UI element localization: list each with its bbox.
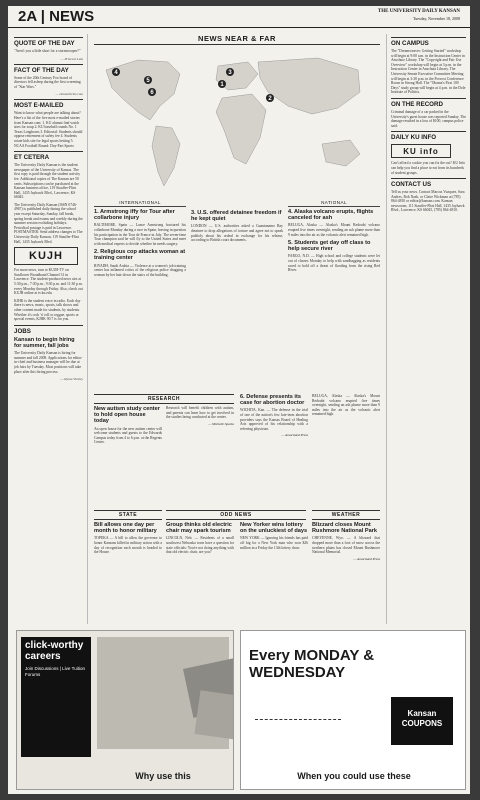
etcetera-text: The University Daily Kansan is the student newspaper of the University of Kansas. The first copy is paid through the student activity fee. Additional copies of The Kansan are 50 cents. Subscriptions can be purchased at the Kansan business office, 119 Stauffer-Flint Hall, 1435 Jayhawk Blvd., Lawrence, KS 66045. — [14, 163, 81, 200]
weather-story — [312, 522, 380, 622]
national-column — [288, 200, 380, 388]
story-10-body: LINCOLN, Neb. — Residents of a small southwest Nebraska town have a question for state officials: You're not doing anything with that old electric chair, are you? — [166, 536, 234, 555]
story-7-headline: New autism study center to hold open house today — [94, 406, 160, 425]
world-map — [98, 48, 376, 196]
filler-story — [312, 394, 380, 504]
lottery-story — [240, 522, 308, 622]
when-you-could-use-these: When you could use these — [297, 771, 411, 781]
jobs-source: — Alyssa Vinsley — [59, 377, 83, 382]
story-12-headline: Blizzard closes Mount Rushmore National Park — [312, 522, 377, 535]
main-content — [94, 34, 380, 624]
etcetera-text-2: The University Daily Kansan (ISSN 0746-4967) is published daily during the school year except Saturday, Sunday, fall break, spring break and exams and weekly during the summer session excluding holidays. Periodical postage is paid in Lawrence. POSTMASTER: Send address changes to The University Daily Kansan, 119 Stauffer-Flint Hall, 1435 Jayhawk Blvd. — [14, 202, 83, 244]
click-worthy-title: click-worthy careers — [25, 640, 84, 662]
contact-heading: CONTACT US — [391, 178, 466, 188]
state-heading: STATE — [94, 510, 162, 520]
abortion-story — [240, 394, 308, 504]
story-6-headline: 6. Defense presents its case for abortion doctor — [240, 394, 305, 407]
story-5-headline: 5. Students get day off class to help secure river — [288, 240, 371, 253]
click-worthy-subtitle: Join Discussions | Live Tuition Forums — [25, 666, 85, 677]
story-6-body: WICHITA, Kan. — The defense in the trial of one of the nation's few late-term abortion providers says the Kansas Board of Healing Arts approved of his relationship with a referring physician. — [240, 408, 308, 431]
story-6-source: — Associated Press — [281, 433, 308, 438]
ku-info-logo: KU info — [391, 144, 451, 158]
map-label-2: 2 — [268, 96, 272, 102]
kujh-note: For more news, turn to KUJH-TV on Sunflower Broadband Channel 31 in Lawrence. The student-produced news airs at 5:30 p.m., 7:30 p.m., 9:30 p.m. and 11:30 p.m. every Monday through Friday. Also, check out KUJH online at tv.ku.edu. — [14, 268, 83, 296]
on-campus-heading: ON CAMPUS — [391, 37, 466, 47]
story-4-headline: 4. Alaska volcano erupts, flights canceled for ash — [288, 209, 374, 222]
page-number: 2A | NEWS — [18, 8, 95, 25]
international-kicker: INTERNATIONAL — [94, 200, 186, 207]
click-worthy-panel — [21, 637, 91, 757]
map-label-4: 4 — [114, 70, 118, 76]
quote-source: — Princess Leia — [60, 56, 83, 61]
paper-name: THE UNIVERSITY DAILY KANSAN — [377, 9, 460, 14]
fact-source: — ezinearticles.com — [55, 92, 83, 97]
map-label-3: 3 — [228, 70, 232, 76]
odd-news-heading: ODD NEWS — [166, 510, 306, 520]
story-11-headline: New Yorker wins lottery on the unluckiest of days — [240, 522, 308, 535]
jobs-heading: JOBS — [14, 325, 83, 335]
story-12-source: — Associated Press — [353, 556, 380, 561]
etcetera-heading: ET CETERA — [14, 151, 83, 161]
money-photo — [97, 637, 229, 749]
paper-date: Tuesday, November 18, 2008 — [412, 16, 460, 21]
right-sidebar — [386, 34, 466, 624]
national-kicker: NATIONAL — [288, 200, 380, 207]
story-3-headline: 3. U.S. offered detainee freedom if he kept quiet — [191, 210, 282, 223]
contact-text: Tell us your news. Contact Marcus Vuzquez, Sara Andres, Rob Nash, or Claire Wickman at (785) 864-4810 or editor@kansan.com. Kansan newsroom, 111 Stauffer-Flint Hall, 1435 Jayhawk Blvd., Lawrence, KS 66045, (785) 864-4810. — [391, 190, 465, 213]
kansan-coupons-logo: Kansan COUPONS — [391, 697, 453, 745]
story-5-body: FARGO, N.D. — High school and college students were let out of classes Monday to help with sandbagging as residents raced to hold off a threat of flooding from the rising Red River. — [288, 254, 380, 273]
dollar-bill-shape-2 — [194, 690, 234, 747]
story-12-body: CHEYENNE, Wyo. — A blizzard that dropped more than a foot of snow across the northern plains has closed Mount Rushmore National Memorial. — [312, 536, 380, 555]
masthead — [8, 6, 470, 28]
story-9-headline: Bill allows one day per month to honor military — [94, 522, 157, 535]
why-use-this: Why use this — [135, 771, 191, 781]
kjhk-note: KJHK is the student voice in radio. Each day there is news, music, sports, talk shows and other content made for students, by students. Whether it's rock 'n' roll or reggae, sports or special events, KJHK 90.7 is for you. — [14, 298, 81, 322]
story-1-headline: 1. Armstrong iffy for Tour after collarbone injury — [94, 209, 175, 222]
most-emailed-heading: MOST E-MAILED — [14, 99, 83, 109]
fact-heading: FACT OF THE DAY — [14, 64, 83, 74]
map-label-6: 6 — [150, 90, 154, 96]
story-2-headline: 2. Religious cop attacks woman at training center — [94, 249, 186, 262]
story-6-body-cont: BELUGA, Alaska — Alaska's Mount Redoubt volcano erupted five times overnight, sending an ash plume more than 9 miles into the air as the volcanic alert remained high. — [312, 394, 380, 417]
story-4-body: BELUGA, Alaska — Alaska's Mount Redoubt volcano erupted five times overnight, sending an ash plume more than 9 miles into the air as the volcanic alert remained high. — [288, 223, 380, 237]
story-10-headline: Group thinks old electric chair may spark tourism — [166, 522, 232, 535]
odd-story — [166, 522, 234, 622]
coupon-cut-line — [255, 719, 341, 720]
weather-heading: WEATHER — [312, 510, 380, 520]
map-label-1: 1 — [220, 82, 224, 88]
coupons-ad[interactable] — [240, 630, 466, 790]
kujh-logo: KUJH — [14, 247, 78, 265]
every-monday-wednesday: Every MONDAY & WEDNESDAY — [249, 647, 375, 681]
story-7-body: An open house for the new autism center will welcome students and guests to the Edwards Campus today from 4 to 6 p.m. at the Regents Center. — [94, 426, 162, 445]
on-the-record-heading: ON THE RECORD — [391, 98, 466, 108]
section-title: NEWS NEAR & FAR — [94, 34, 380, 45]
story-8-body: Research will benefit children with autism, and parents can learn how to get involved in the studies being conducted at the center. — [166, 406, 234, 420]
story-11-body: NEW YORK — Ignoring his friends has paid off big for a New York man who won $26 million in a Friday the 13th lottery draw. — [240, 536, 308, 550]
research-heading: RESEARCH — [94, 394, 234, 404]
most-emailed-text: Want to know what people are talking about? Here's a list of the five most e-mailed stories from Kansan.com: 1. KU alumni find watch sites for soup 2. KU baseball rounds No. 1 Texas Longhorns 3. Editorial: Students should oppose retirement of safety fee 4. Students rotate kids site for legal sports betting 5. NCAA Football Round: Day-Part Sports — [14, 111, 83, 148]
daily-ku-info-text: Can't afford a cookie you can fix the cut? KU Info can help you find a place to eat from its hundreds of student groups. — [391, 161, 466, 175]
story-8-source: — Michelle Sparks — [208, 421, 234, 426]
daily-ku-info-heading: DAILY KU INFO — [391, 131, 466, 141]
quote-heading: QUOTE OF THE DAY — [14, 37, 83, 47]
research-story — [94, 406, 162, 506]
research-story-2 — [166, 406, 234, 506]
jobs-text: The University Daily Kansan is hiring for summer and fall 2009. Applications for editor-in-chief and business manager will be due at job fairs by Tuesday. Most positions will take place after this hiring process. — [14, 351, 83, 374]
jobs-headline: Kansan to begin hiring for summer, fall jobs — [14, 336, 75, 349]
story-3-body: LONDON — U.S. authorities asked a Guantanamo Bay detainee to drop allegations of torture and agree not to speak publicly about his ordeal in exchange for his release, according to British court documents. — [191, 224, 283, 243]
newspaper-page — [8, 6, 470, 794]
careers-ad[interactable] — [16, 630, 234, 790]
state-story — [94, 522, 162, 622]
international-column-2 — [191, 210, 283, 388]
international-column — [94, 200, 186, 388]
on-campus-text: The "Dreamweaver: Getting Started" workshop will begin at 9:00 a.m. in the Instruction Center in Anschutz Library. The "Copyright and Fair Use Overview" workshop will begin at 3 p.m. in the Instruction Center in Anschutz Library. The University Senate Executive Committee Meeting will begin at 3:30 p.m. in the Provost Conference Room in Strong Hall. The "Obama's First 100 Days" study group will begin at 4 p.m. in the Dole Institute of Politics. — [391, 49, 466, 95]
story-2-body: RIYADH, Saudi Arabia — Violence at a women's job training center has inflamed critics of the religious police dragging a woman by her hair down the stairs of the building. — [94, 263, 186, 277]
on-the-record-text: Criminal damage of a car parked in the University's guest house was reported Sunday. The damage resulted in a loss of $100, campus police said. — [391, 109, 466, 128]
story-1-body: BALTIMORE, Spain — Lance Armstrong fractured his collarbone Monday during a race in Spain, leaving in question his participation in the Tour de France in July. The seven-time Tour champion said he will fly to the United States and meet with medical experts to decide whether he needs surgery. — [94, 223, 186, 246]
quote-text: "Aren't you a little short for a stormtrooper?" — [14, 49, 81, 53]
left-sidebar — [14, 34, 88, 624]
story-9-body: TOPEKA — A bill to allow the governor to honor Kansans killed in military action with a day of recognition each month is headed to the House. — [94, 536, 162, 555]
map-label-5: 5 — [146, 78, 150, 84]
fact-text: Some of the 20th Century Fox board of directors fell asleep during the first screening of "Star Wars." — [14, 75, 81, 89]
